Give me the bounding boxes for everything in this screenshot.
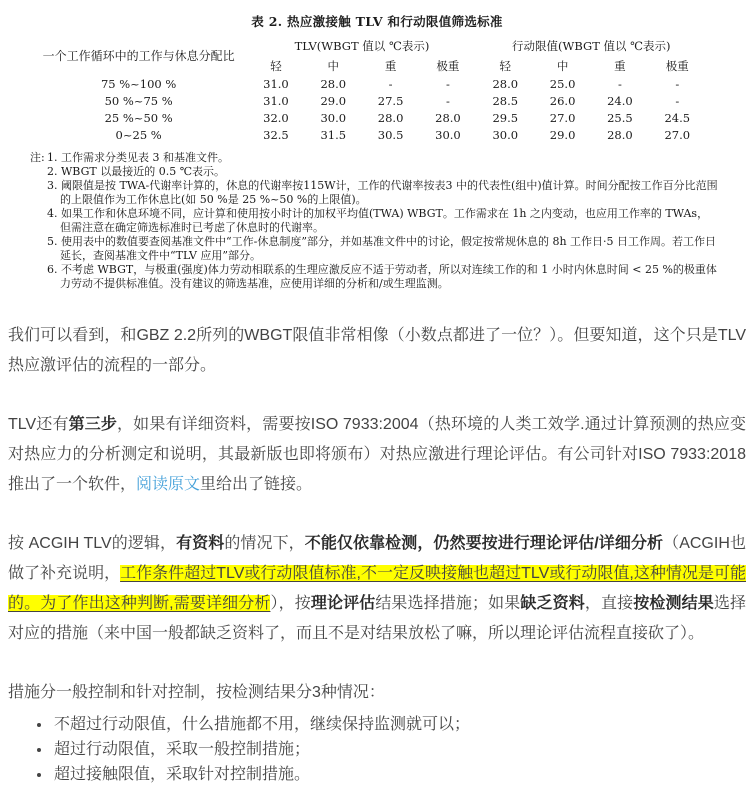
col-header: 中 (556, 58, 569, 73)
table-cell: - (675, 76, 680, 91)
row-header-cell: 一个工作循环中的工作与休息分配比 (42, 49, 235, 63)
table-cell: 28.0 (607, 127, 633, 142)
table-row (30, 109, 706, 126)
paragraph-text: 里给出了链接。 (200, 476, 313, 493)
table-cell: 32.5 (263, 127, 289, 142)
bold-has-data: 有资料 (176, 535, 225, 552)
table-cell: 31.5 (320, 127, 347, 142)
table-cell: 31.0 (263, 93, 289, 108)
row-label: 25 %~50 % (104, 110, 173, 125)
wbgt-limits-table (30, 36, 706, 143)
table-cell: 28.0 (435, 110, 461, 125)
col-header: 重 (384, 58, 397, 73)
table-cell: 32.0 (263, 110, 289, 125)
table-cell: 26.0 (549, 93, 576, 108)
col-header: 轻 (270, 58, 282, 73)
table-note-1: 1. 工作需求分类见表 3 和基准文件。 (47, 151, 229, 164)
col-header: 极重 (436, 58, 460, 73)
table-notes (30, 151, 719, 291)
bold-not-only-testing: 不能仅依靠检测，仍然要按进行理论评估/详细分析 (304, 535, 664, 552)
list-item-above-action-limit: • 超过行动限值，采取一般控制措施； (52, 737, 746, 762)
highlighted-acgih-note: 工作条件超过TLV或行动限值标准,不一定反映接触也超过TLV或行动限值,这种情况是可能的。为了作出这种判断,需要详细分析 (8, 565, 746, 612)
col-header: 极重 (665, 58, 689, 73)
bold-by-test-results: 按检测结果 (633, 595, 714, 612)
bold-third-step: 第三步 (68, 416, 118, 433)
table-cell: 28.0 (377, 110, 404, 125)
paragraph-text: TLV还有 (8, 416, 69, 433)
table-row (30, 126, 706, 143)
table-cell: 25.5 (607, 110, 633, 125)
table-cell: - (617, 76, 622, 91)
table-cell: 30.0 (492, 127, 519, 142)
row-label: 0~25 % (115, 127, 162, 142)
paragraph-text: 的情况下， (224, 535, 305, 552)
table-cell: - (388, 76, 393, 91)
table-cell: 24.0 (607, 93, 633, 108)
table-title: 表 2. 热应激接触 TLV 和行动限值筛选标准 (251, 14, 503, 29)
bold-theoretical-evaluation: 理论评估 (310, 595, 376, 612)
table-cell: 30.0 (435, 127, 461, 142)
table-row (30, 92, 706, 109)
read-original-link[interactable]: 阅读原文 (136, 476, 201, 493)
table-note-3: 3. 阈限值是按 TWA-代谢率计算的，休息的代谢率按115W计，工作的代谢率按表3 中的代表性(组中)值计算。时间分配按工作百分比范围的上限值作为工作休息比(如 50 %是 25 %~50 %的上限值)。 (47, 179, 718, 206)
measure-cases-list (8, 712, 746, 787)
table-note-2: 2. WBGT 以最接近的 0.5 ℃表示。 (47, 165, 225, 178)
col-header: 轻 (499, 58, 511, 73)
table-cell: 28.0 (492, 76, 519, 91)
paragraph-text: 选择对应的措施（来中国一般都缺乏资料了，而且不是对结果放松了嘛，所以理论评估流程直接砍了）。 (8, 595, 746, 642)
action-limit-group-header: 行动限值(WBGT 值以 ℃表示) (512, 39, 671, 53)
list-item-above-exposure-limit: • 超过接触限值，采取针对控制措施。 (52, 762, 746, 787)
paragraph-text: ，如果有详细资料，需要按ISO 7933:2004（热环境的人类工效学.通过计算预测的热应变对热应力的分析测定和说明，其最新版也即将颁布）对热应激进行理论评估。有公司针对ISO 7933:2018推出了一个软件， (8, 416, 746, 493)
table-cell: 27.0 (664, 127, 691, 142)
tlv-group-header: TLV(WBGT 值以 ℃表示) (294, 39, 430, 53)
bold-lack-of-data: 缺乏资料 (520, 595, 585, 612)
paragraph-text: 措施分一般控制和针对控制，按检测结果分3种情况： (8, 684, 385, 701)
paragraph-text: （ACGIH也做了补充说明， (8, 535, 746, 582)
table-cell: 30.5 (377, 127, 404, 142)
notes-prefix: 注: (30, 151, 45, 164)
table-note-5: 5. 使用表中的数值要查阅基准文件中“工作-休息制度”部分，并如基准文件中的讨论，假定按常规休息的 8h 工作日·5 日工作周。若工作日延长，查阅基准文件中“TLV 应用”部分。 (47, 235, 717, 262)
table-cell: - (445, 93, 450, 108)
paragraph-text: ，直接 (584, 595, 634, 612)
article-body (0, 291, 754, 787)
table-cell: - (675, 93, 680, 108)
table-row (30, 75, 706, 92)
table-cell: 28.5 (492, 93, 519, 108)
paragraph-third-step (8, 410, 746, 500)
paragraph-text: ），按 (270, 595, 311, 612)
table-cell: - (445, 76, 450, 91)
paragraph-acgih-logic (8, 529, 746, 649)
col-header: 中 (327, 58, 340, 73)
table-cell: 27.5 (377, 93, 404, 108)
reference-table-section (0, 0, 754, 291)
row-label: 75 %~100 % (100, 76, 177, 91)
table-note-6: 6. 不考虑 WBGT，与极重(强度)体力劳动相联系的生理应激反应不适于劳动者，所以对连续工作的和 1 小时内休息时间 < 25 %的极重体力劳动不提供标准值。没有建议的筛选基准，应使用详细的分析和/或生理监测。 (47, 263, 717, 290)
paragraph-wbgt-comparison (8, 321, 746, 381)
table-cell: 29.0 (549, 127, 576, 142)
table-cell: 31.0 (263, 76, 289, 91)
table-cell: 25.0 (549, 76, 576, 91)
paragraph-measures-intro (8, 678, 746, 708)
table-note-4: 4. 如果工作和休息环境不同，应计算和使用按小时计的加权平均值(TWA) WBGT。工作需求在 1h 之内变动，也应用工作率的 TWAs，但需注意在确定筛选标准时已考虑了休息时的代谢率。 (47, 207, 709, 234)
table-cell: 29.0 (320, 93, 347, 108)
table-cell: 24.5 (664, 110, 691, 125)
table-cell: 29.5 (492, 110, 519, 125)
col-header: 重 (614, 58, 626, 73)
table-cell: 30.0 (320, 110, 347, 125)
list-item-below-action-limit: • 不超过行动限值，什么措施都不用，继续保持监测就可以； (52, 712, 746, 737)
row-label: 50 %~75 % (104, 93, 173, 108)
paragraph-text: 按 ACGIH TLV的逻辑， (8, 535, 177, 552)
table-cell: 28.0 (320, 76, 347, 91)
paragraph-text: 结果选择措施；如果 (375, 595, 521, 612)
table-cell: 27.0 (549, 110, 576, 125)
paragraph-text: 我们可以看到，和GBZ 2.2所列的WBGT限值非常相像（小数点都进了一位？）。但要知道，这个只是TLV热应激评估的流程的一部分。 (8, 327, 746, 374)
